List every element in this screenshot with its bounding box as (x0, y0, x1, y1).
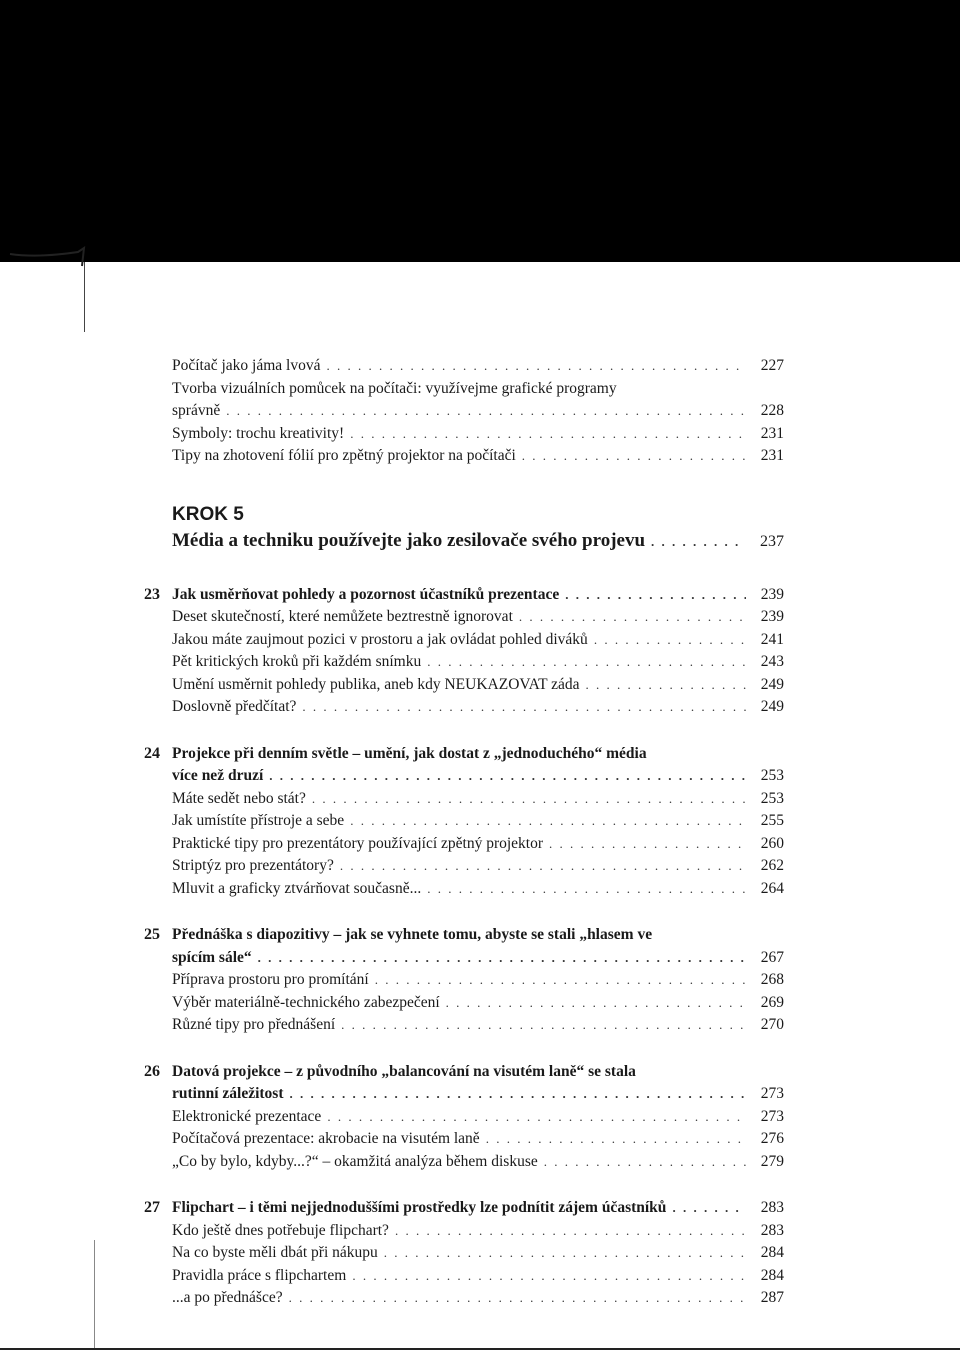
toc-entry-title: Pravidla práce s flipchartem (172, 1266, 347, 1284)
toc-entry-title: Jakou máte zaujmout pozici v prostoru a jak ovládat pohled diváků (172, 630, 588, 648)
dot-leader (522, 445, 746, 468)
toc-entry-title: Příprava prostoru pro promítání (172, 971, 369, 988)
toc-entry (172, 1128, 784, 1151)
chapter-page: 283 (760, 1199, 784, 1216)
dot-leader (340, 855, 746, 878)
toc-entry-title: „Co by bylo, kdyby...?“ – okamžitá analýza během diskuse (172, 1152, 538, 1170)
toc-entry-page: 270 (760, 1016, 784, 1033)
dot-leader (289, 1287, 746, 1310)
toc-entry-page: 284 (760, 1266, 784, 1284)
toc-entry-page: 231 (760, 447, 784, 464)
dot-leader (446, 992, 746, 1015)
chapter-title-line1: Projekce při denním světle – umění, jak dostat z „jednoduchého“ média (172, 744, 647, 762)
chapter-title-line (172, 584, 784, 607)
toc-entry-title: správně (172, 402, 221, 419)
chapter-title-line (172, 1083, 784, 1106)
toc-entry-page: 276 (760, 1130, 784, 1147)
toc-entry (172, 423, 784, 446)
toc-entry-page: 231 (760, 424, 784, 442)
dot-leader (327, 1106, 746, 1129)
chapter-23 (144, 584, 784, 719)
chapter-title: spícím sále“ (172, 948, 252, 966)
dot-leader (672, 1197, 746, 1220)
chapter-title-line (172, 765, 784, 788)
chapter-title: Flipchart – i těmi nejjednoduššími prostředky lze podnítit zájem účastníků (172, 1199, 667, 1216)
toc-entry (172, 696, 784, 719)
chapter-26 (144, 1061, 784, 1174)
chapter-title-line1: Přednáška s diapozitivy – jak se vyhnete tomu, abyste se stali „hlasem ve (172, 926, 653, 943)
toc-entry (172, 1265, 784, 1288)
toc-entry-title: Počítač jako jáma lvová (172, 357, 321, 374)
toc-entry-title: Umění usměrnit pohledy publika, aneb kdy NEUKAZOVAT záda (172, 675, 580, 693)
toc-entry-page: 239 (760, 608, 784, 625)
toc-entry (172, 1287, 784, 1310)
chapter-number: 26 (144, 1062, 160, 1080)
chapter-title-line (172, 947, 784, 970)
chapter-title: více než druzí (172, 767, 264, 784)
scan-dark-border (0, 0, 960, 262)
toc-entry-title: ...a po přednášce? (172, 1289, 283, 1306)
toc-entry (172, 992, 784, 1015)
chapter-25 (144, 924, 784, 1037)
toc-entry-page: 262 (760, 857, 784, 874)
dot-leader (226, 400, 746, 423)
dot-leader (375, 969, 746, 992)
dot-leader (327, 355, 747, 378)
toc-entry-page: 269 (760, 993, 784, 1011)
dot-leader (352, 1265, 746, 1288)
table-of-contents (144, 355, 784, 1310)
toc-entry-page: 264 (760, 879, 784, 897)
dot-leader (350, 810, 746, 833)
toc-entry-page: 253 (760, 789, 784, 807)
chapter-title: Jak usměrňovat pohledy a pozornost účastníků prezentace (172, 585, 560, 603)
dot-leader (594, 629, 746, 652)
toc-entry-page: 260 (760, 834, 784, 852)
dot-leader (350, 423, 746, 446)
dot-leader (651, 529, 746, 555)
toc-entry (172, 878, 784, 901)
dot-leader (290, 1083, 747, 1106)
toc-entry-title: Jak umístíte přístroje a sebe (172, 812, 345, 829)
toc-entry-page: 255 (760, 812, 784, 829)
toc-entry-title: Symboly: trochu kreativity! (172, 424, 345, 442)
toc-entry-title: Máte sedět nebo stát? (172, 789, 306, 807)
toc-entry (172, 833, 784, 856)
part-heading (172, 502, 784, 554)
chapter-title-line (172, 1197, 784, 1220)
toc-entry (172, 400, 784, 423)
toc-entry (172, 606, 784, 629)
toc-entry (172, 969, 784, 992)
part-title-line (172, 528, 784, 554)
part-label: KROK 5 (172, 503, 244, 525)
dot-leader (544, 1151, 746, 1174)
dot-leader (427, 878, 746, 901)
toc-entry-page: 284 (760, 1244, 784, 1261)
toc-entry (172, 629, 784, 652)
dot-leader (258, 947, 746, 970)
chapter-number: 27 (144, 1199, 160, 1216)
chapter-title: rutinní záležitost (172, 1085, 284, 1102)
chapter-24 (144, 743, 784, 901)
toc-entry-page: 249 (760, 675, 784, 693)
toc-entry-title: Pět kritických kroků při každém snímku (172, 653, 422, 670)
toc-entry (172, 1014, 784, 1037)
chapter-page: 239 (760, 585, 784, 603)
toc-entry-title: Tipy na zhotovení fólií pro zpětný projektor na počítači (172, 447, 516, 464)
toc-entry (172, 810, 784, 833)
toc-entry-page: 228 (760, 402, 784, 419)
toc-entry (172, 674, 784, 697)
toc-entry-title: Deset skutečností, které nemůžete beztrestně ignorovat (172, 608, 513, 625)
toc-entry-page: 279 (760, 1152, 784, 1170)
dot-leader (519, 606, 746, 629)
dot-leader (312, 788, 746, 811)
part-title: Média a techniku používejte jako zesilovače svého projevu (172, 529, 646, 551)
toc-entry-page: 273 (760, 1107, 784, 1125)
toc-entry (172, 1220, 784, 1243)
toc-entry-title: Výběr materiálně-technického zabezpečení (172, 993, 440, 1011)
margin-line (84, 262, 85, 332)
margin-line (94, 1240, 95, 1350)
toc-entry-page: 241 (760, 630, 784, 648)
toc-entry (172, 1106, 784, 1129)
scan-bottom-edge (0, 1348, 960, 1350)
toc-entry-page: 227 (760, 357, 784, 374)
toc-entry-page: 283 (760, 1221, 784, 1239)
toc-entry-title: Počítačová prezentace: akrobacie na visutém laně (172, 1130, 480, 1147)
toc-entry-title: Různé tipy pro přednášení (172, 1016, 336, 1033)
toc-entry-title: Elektronické prezentace (172, 1107, 322, 1125)
dot-leader (269, 765, 746, 788)
chapter-number: 25 (144, 926, 160, 943)
toc-entry-title: Striptýz pro prezentátory? (172, 857, 334, 874)
part-page: 237 (760, 532, 784, 550)
toc-entry-title: Na co byste měli dbát při nákupu (172, 1244, 378, 1261)
toc-entry-title: Mluvit a graficky ztvárňovat současně... (172, 879, 422, 897)
toc-entry-page: 287 (760, 1289, 784, 1306)
dot-leader (549, 833, 746, 856)
toc-entry-page: 268 (760, 971, 784, 988)
dot-leader (565, 584, 746, 607)
dot-leader (384, 1242, 746, 1265)
toc-entry (172, 651, 784, 674)
chapter-page: 267 (760, 948, 784, 966)
toc-entry-title-line1: Tvorba vizuálních pomůcek na počítači: využívejme grafické programy (172, 379, 617, 397)
toc-entry (172, 855, 784, 878)
chapter-page: 253 (760, 767, 784, 784)
toc-entry-title: Doslovně předčítat? (172, 698, 297, 715)
toc-entry (172, 355, 784, 378)
toc-entry-page: 249 (760, 698, 784, 715)
toc-entry-title: Praktické tipy pro prezentátory používající zpětný projektor (172, 834, 544, 852)
chapter-title-line1: Datová projekce – z původního „balancování na visutém laně“ se stala (172, 1062, 636, 1080)
dot-leader (395, 1220, 746, 1243)
toc-entry (172, 1151, 784, 1174)
dot-leader (341, 1014, 746, 1037)
dot-leader (302, 696, 746, 719)
chapter-27 (144, 1197, 784, 1310)
dot-leader (427, 651, 746, 674)
chapter-number: 24 (144, 744, 160, 762)
toc-entry (172, 1242, 784, 1265)
dot-leader (586, 674, 746, 697)
toc-entry (172, 788, 784, 811)
toc-entry-page: 243 (760, 653, 784, 670)
toc-entry (172, 445, 784, 468)
dot-leader (486, 1128, 746, 1151)
toc-entry-title: Kdo ještě dnes potřebuje flipchart? (172, 1221, 389, 1239)
chapter-page: 273 (760, 1085, 784, 1102)
chapter-number: 23 (144, 585, 160, 603)
